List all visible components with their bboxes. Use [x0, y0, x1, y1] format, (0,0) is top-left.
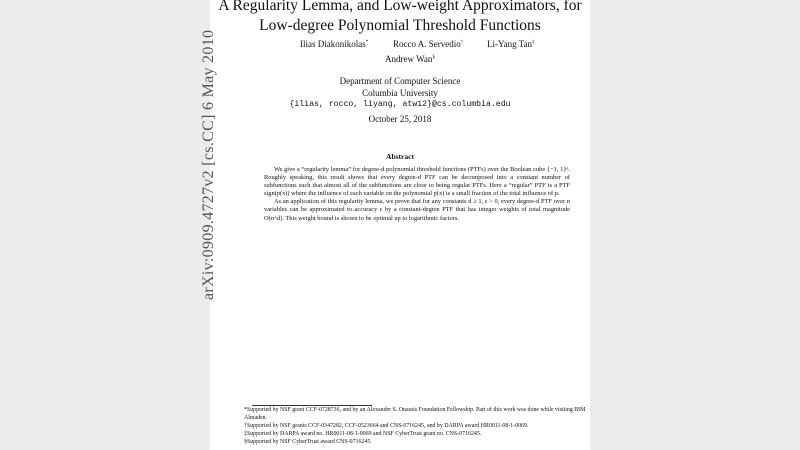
footnote: §Supported by NSF CyberTrust award CNS-0716245. — [244, 438, 372, 445]
footnote: ‡Supported by DARPA award no. HR0011-08-1-0069 and NSF CyberTrust grant no. CNS-0716245. — [244, 430, 482, 437]
abstract-heading: Abstract — [386, 152, 414, 161]
title-line-1: A Regularity Lemma, and Low-weight Approximators, for — [218, 0, 582, 14]
title-line-2: Low-degree Polynomial Threshold Functions — [259, 17, 541, 34]
footnotes — [244, 407, 594, 447]
abstract-paragraph-1: We give a “regularity lemma” for degree-d polynomial threshold functions (PTFs) over the Boolean cube {−1, 1}ⁿ. Roughly speaking, this result shows that every degree-d PTF can be decomposed into a constant number of subfunctions such that almost all of the subfunctions are close to being regular PTFs. Here a “regular” PTF is a PTF sign(p(x)) where the influence of each variable on the polynomial p(x) is a small fraction of the total influence of p. — [264, 166, 570, 198]
affiliation — [210, 75, 590, 111]
author: Ilias Diakonikolas* — [300, 39, 369, 49]
author-emails: {ilias, rocco, liyang, atw12}@cs.columbia.edu — [289, 100, 511, 109]
paper-title — [210, 0, 590, 36]
arxiv-stamp: arXiv:0909.4727v2 [cs.CC] 6 May 2010 — [200, 29, 217, 300]
footnote: *Supported by NSF grant CCF-0728736, and by an Alexander S. Onassis Foundation Fellowship. Part of this work was done while visiting IBM Almaden. — [244, 407, 586, 421]
abstract-body — [264, 166, 570, 223]
footnote: †Supported by NSF grants CCF-0347282, CCF-0523664 and CNS-0716245, and by DARPA award HR0011-08-1-0069. — [244, 422, 529, 429]
author: Rocco A. Servedio† — [393, 39, 464, 49]
footnote-rule — [252, 405, 372, 406]
department: Department of Computer Science — [339, 76, 461, 86]
paper-date: October 25, 2018 — [368, 114, 432, 124]
author: Andrew Wan§ — [385, 54, 435, 64]
abstract-paragraph-2: As an application of this regularity lemma, we prove that for any constants d ≥ 1, ε > 0, every degree-d PTF over n variables can be approximated to accuracy ε by a constant-degree PTF that has integer weights of total magnitude O(n^d). This weight bound is shown to be optimal up to logarithmic factors. — [264, 198, 570, 222]
paper-page — [210, 0, 590, 450]
university: Columbia University — [362, 88, 438, 98]
right-margin-backdrop — [590, 0, 800, 450]
left-margin-backdrop — [0, 0, 210, 450]
author: Li-Yang Tan‡ — [487, 39, 535, 49]
